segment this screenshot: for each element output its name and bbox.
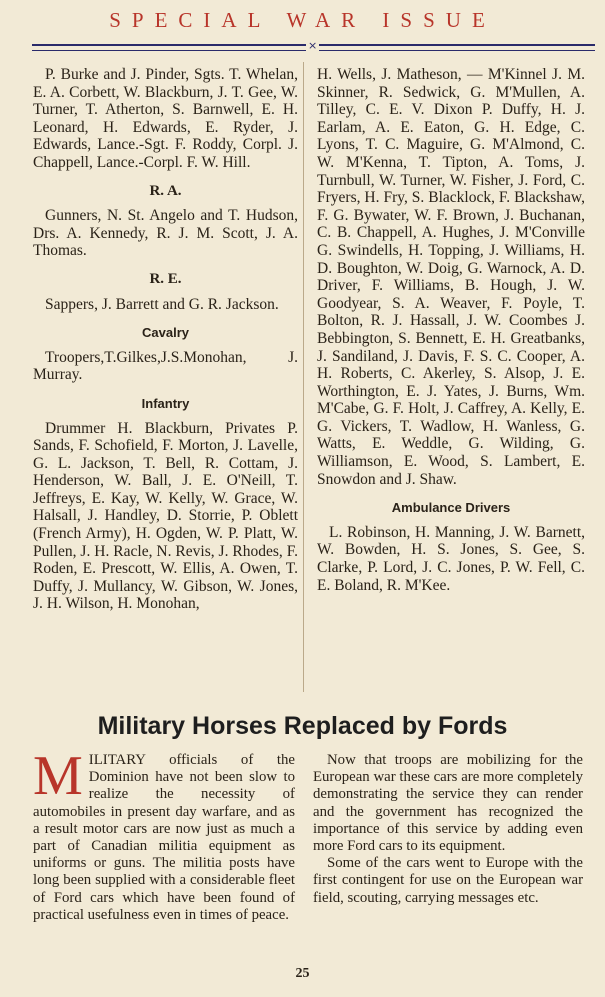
re-names-text: Sappers, J. Barrett and G. R. Jackson. <box>45 295 279 313</box>
drop-cap: M <box>33 745 83 807</box>
article-right-paragraph-1: Now that troops are mobilizing for the European war these cars are more completely demonstrating the service they can render and the government has recognized the importance of this service by adding even more Ford cars to its equipment. <box>313 752 583 855</box>
names-intro-text: P. Burke and J. Pinder, Sgts. T. Whelan, E. A. Corbett, W. Blackburn, J. T. Gee, W. Turner, T. Atherton, S. Barnwell, E. H. Leonard, H. Edwards, E. Ryder, J. Edwards, Lance.-Sgt. F. Roddy, Corpl. J. Chappell, Lance.-Corpl. F. W. Hill. <box>33 66 298 171</box>
rule-ornament: × <box>308 39 318 52</box>
infantry-names-text: Drummer H. Blackburn, Privates P. Sands, F. Schofield, F. Morton, J. Lavelle, G. L. Jackson, T. Bell, R. Cottam, J. Henderson, W. Ball, J. E. O'Neill, T. Jeffreys, E. Kay, W. Kelly, W. Grace, W. Halsall, J. Handley, D. Storrie, P. Oblett (French Army), H. Ogden, W. P. Platt, W. Pullen, J. H. Racle, N. Revis, J. Rhodes, F. Roden, E. Prescott, W. Ellis, A. Owen, T. Duffy, J. Mullancy, W. Gibson, W. Jones, J. H. Wilson, H. Monohan, <box>33 419 298 613</box>
page-header-title: SPECIAL WAR ISSUE <box>109 8 496 32</box>
cavalry-names-text: Troopers,T.Gilkes,J.S.Monohan, J. Murray. <box>33 348 298 384</box>
cavalry-heading: Cavalry <box>142 325 189 341</box>
article-left-text: ILITARY officials of the Dominion have not been slow to realize the necessity of automobiles in present day warfare, and as a result motor cars are now just as much a part of Canadian militia equipment as uniforms or guns. The militia posts have long been supplied with a considerable fleet of Ford cars which have been found of practical usefulness even in times of peace. <box>33 752 295 923</box>
article-title: Military Horses Replaced by Fords <box>97 712 508 740</box>
header-rule <box>32 39 595 52</box>
page-number: 25 <box>295 966 310 981</box>
article-right-column <box>313 752 583 907</box>
ra-heading: R. A. <box>149 182 182 199</box>
ra-names-text: Gunners, N. St. Angelo and T. Hudson, Drs. A. Kennedy, R. J. M. Scott, J. A. Thomas. <box>33 207 298 260</box>
re-heading: R. E. <box>149 270 182 287</box>
roll-right-column <box>317 66 585 594</box>
column-divider <box>303 62 304 692</box>
article-left-column <box>33 745 295 924</box>
infantry-heading: Infantry <box>141 395 190 411</box>
article-right-paragraph-2: Some of the cars went to Europe with the first contingent for use on the European war field, scouting, carrying messages etc. <box>313 855 583 906</box>
names-continued-text: H. Wells, J. Matheson, — M'Kinnel J. M. Skinner, R. Sedwick, G. M'Mullen, A. Tilley, C. E. V. Dixon P. Duffy, H. J. Earlam, A. E. Eaton, G. H. Edge, C. Lyons, T. C. Maguire, G. M'Almond, C. W. M'Kenna, T. Tipton, A. Toms, J. Turnbull, W. Turner, W. Fisher, J. Ford, C. Fryers, H. Fry, S. Blacklock, F. Blackshaw, F. G. Bywater, W. F. Brown, J. Buchanan, C. B. Chappell, A. Hughes, J. M'Conville G. Swindells, H. Topping, J. Williams, H. D. Boughton, W. Doig, G. Warnock, A. D. Driver, F. Williams, B. Hough, J. W. Goodyear, S. A. Weaver, F. Poyle, T. Bolton, R. J. Hassall, J. W. Coombes J. Bebbington, S. Bennett, E. H. Greatbanks, J. Sandiland, J. Davis, F. S. C. Cooper, A. H. Roberts, C. Akerley, S. Alsop, J. E. Worthington, E. J. Yates, J. Burns, Wm. M'Cabe, G. F. Holt, J. Caffrey, A. Kelly, E. G. Vickers, T. Wadlow, H. Wanless, G. Watts, E. Weddle, G. Wilding, G. Williamson, E. Wood, S. Lambert, E. Snowdon and J. Shaw. <box>317 66 585 488</box>
roll-left-column <box>33 66 298 613</box>
ambulance-heading: Ambulance Drivers <box>391 500 511 516</box>
ambulance-names-text: L. Robinson, H. Manning, J. W. Barnett, W. Bowden, H. S. Jones, S. Gee, S. Clarke, P. Lord, J. C. Jones, P. W. Fell, C. E. Boland, R. M'Kee. <box>317 523 585 594</box>
